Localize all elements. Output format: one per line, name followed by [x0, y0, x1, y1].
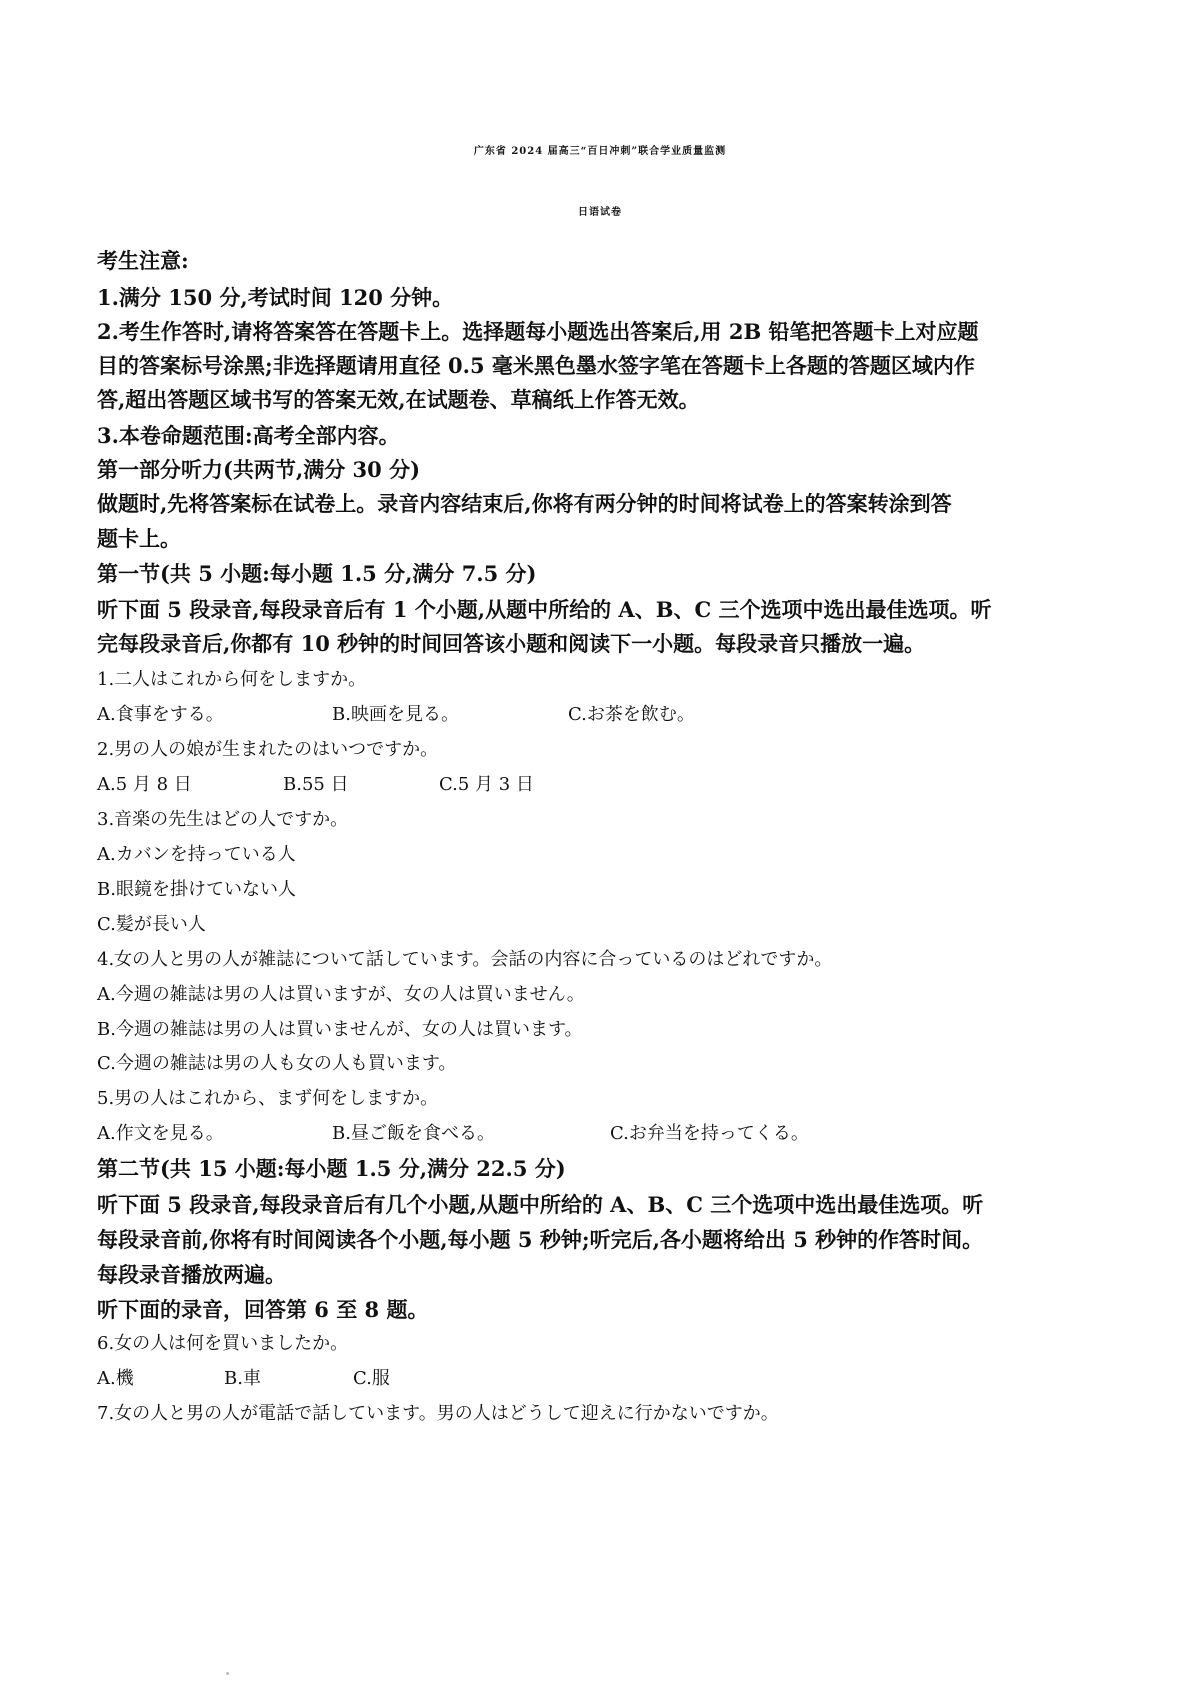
question-1-option-b: B.映画を見る。 — [332, 704, 459, 725]
question-5-stem: 5.男の人はこれから、まず何をしますか。 — [97, 1088, 439, 1109]
question-4-option-b: B.今週の雑誌は男の人は買いませんが、女の人は買います。 — [97, 1019, 583, 1040]
question-3-stem: 3.音楽の先生はどの人ですか。 — [97, 809, 349, 830]
question-3-option-b: B.眼鏡を掛けていない人 — [97, 879, 296, 900]
notice-item-3: 3.本卷命题范围:高考全部内容。 — [97, 423, 400, 448]
notice-item-2-line-2: 目的答案标号涂黑;非选择题请用直径 0.5 毫米黑色墨水签字笔在答题卡上各题的答题区域内作 — [97, 353, 975, 378]
question-4-option-c: C.今週の雑誌は男の人も女の人も買います。 — [97, 1053, 457, 1074]
notice-item-2-line-3: 答,超出答题区域书写的答案无效,在试题卷、草稿纸上作答无效。 — [97, 387, 700, 412]
scan-dot — [226, 1672, 229, 1675]
question-5-option-b: B.昼ご飯を食べる。 — [332, 1123, 495, 1144]
part1-instruction-line-1: 做题时,先将答案标在试卷上。录音内容结束后,你将有两分钟的时间将试卷上的答案转涂到答 — [97, 491, 952, 516]
section2-instruction-line-1: 听下面 5 段录音,每段录音后有几个小题,从题中所给的 A、B、C 三个选项中选出最佳选项。听 — [97, 1192, 984, 1217]
question-5-option-a: A.作文を見る。 — [97, 1123, 224, 1144]
notice-item-1: 1.满分 150 分,考试时间 120 分钟。 — [97, 285, 454, 310]
section1-instruction-line-1: 听下面 5 段录音,每段录音后有 1 个小题,从题中所给的 A、B、C 三个选项中选出最佳选项。听 — [97, 597, 992, 622]
question-3-option-a: A.カバンを持っている人 — [97, 844, 296, 865]
question-1-option-a: A.食事をする。 — [97, 704, 224, 725]
question-2-option-c: C.5 月 3 日 — [439, 774, 534, 795]
question-1-stem: 1.二人はこれから何をしますか。 — [97, 669, 367, 690]
section1-instruction-line-2: 完每段录音后,你都有 10 秒钟的时间回答该小题和阅读下一小题。每段录音只播放一遍。 — [97, 631, 926, 656]
question-5-option-c: C.お弁当を持ってくる。 — [610, 1123, 809, 1144]
notice-heading: 考生注意: — [97, 248, 189, 273]
question-1-option-c: C.お茶を飲む。 — [568, 704, 695, 725]
question-6-stem: 6.女の人は何を買いましたか。 — [97, 1333, 349, 1354]
question-2-option-a: A.5 月 8 日 — [97, 774, 192, 795]
notice-item-2-line-1: 2.考生作答时,请将答案答在答题卡上。选择题每小题选出答案后,用 2B 铅笔把答题卡上对应题 — [97, 319, 979, 344]
question-2-option-b: B.55 日 — [283, 774, 349, 795]
question-4-option-a: A.今週の雑誌は男の人は買いますが、女の人は買いません。 — [97, 984, 585, 1005]
section2-instruction-line-2: 每段录音前,你将有时间阅读各个小题,每小题 5 秒钟;听完后,各小题将给出 5 秒钟的作答时间。 — [97, 1227, 984, 1252]
section1-heading: 第一节(共 5 小题:每小题 1.5 分,满分 7.5 分) — [97, 561, 537, 586]
part1-heading: 第一部分听力(共两节,满分 30 分) — [97, 457, 421, 482]
section2-instruction-line-3: 每段录音播放两遍。 — [97, 1262, 286, 1287]
question-3-option-c: C.髪が長い人 — [97, 914, 206, 935]
section2-heading: 第二节(共 15 小题:每小题 1.5 分,满分 22.5 分) — [97, 1156, 566, 1181]
question-6-option-c: C.服 — [353, 1368, 390, 1389]
question-7-stem: 7.女の人と男の人が電話で話しています。男の人はどうして迎えに行かないですか。 — [97, 1403, 779, 1424]
question-4-stem: 4.女の人と男の人が雑誌について話しています。会話の内容に合っているのはどれですか。 — [97, 949, 833, 970]
question-6-option-a: A.機 — [97, 1368, 134, 1389]
question-2-stem: 2.男の人の娘が生まれたのはいつですか。 — [97, 739, 439, 760]
part1-instruction-line-2: 题卡上。 — [97, 526, 181, 551]
exam-title: 广东省 2024 届高三“百日冲刺”联合学业质量监测 — [473, 146, 727, 157]
section2-group-heading: 听下面的录音，回答第 6 至 8 题。 — [97, 1297, 429, 1322]
exam-subtitle: 日语试卷 — [578, 207, 622, 218]
question-6-option-b: B.車 — [224, 1368, 261, 1389]
